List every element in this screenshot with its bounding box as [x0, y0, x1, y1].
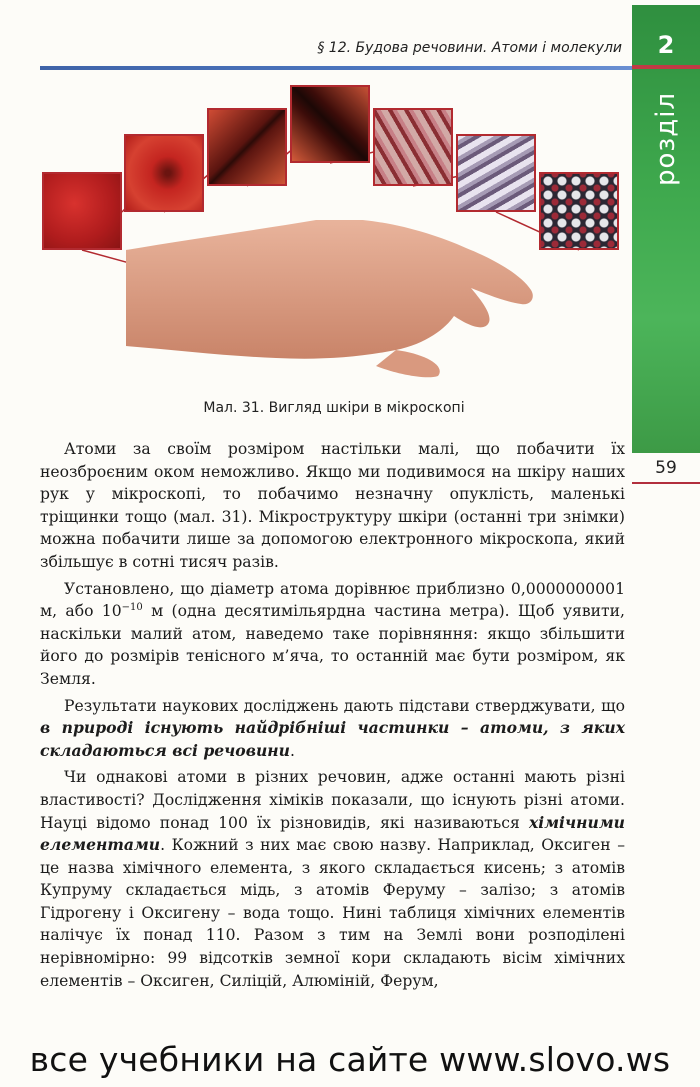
- paragraph-4-text-a: Чи однакові атоми в різних речовин, адже останні мають різні властивості? Дослідження хіміків показали, що існують різні атоми. Науці відомо понад 100 їх різновидів, які називаються: [40, 768, 625, 832]
- chapter-tab: [632, 5, 700, 453]
- skin-micro-photo-7: [539, 172, 619, 250]
- paragraph-4-text-c: . Кожний з них має свою назву. Наприклад, Оксиген – це назва хімічного елемента, з якого складається кисень; з атомів Купруму складається мідь, з атомів Феруму – залізо; з атомів Гідрогену і Оксигену – вода тощо. Нині таблиця хімічних елементів налічує їх понад 110. Разом з тим на Землі вони розподілені нерівномірно: 99 відсотків земної кори складають вісім хімічних елементів – Оксиген, Силіцій, Алюміній, Ферум,: [40, 836, 625, 990]
- skin-photo-1: [42, 172, 122, 250]
- paragraph-4: [40, 766, 625, 992]
- skin-micro-photo-6: [456, 134, 536, 212]
- skin-photo-4: [290, 85, 370, 163]
- skin-photo-3: [207, 108, 287, 186]
- body-text: [40, 438, 625, 996]
- hand-illustration: [126, 220, 546, 380]
- header-rule: [40, 66, 632, 70]
- paragraph-3-text-a: Результати наукових досліджень дають підстави стверджувати, що: [64, 696, 625, 715]
- paragraph-2: [40, 578, 625, 691]
- term-chemical-elements: хімічними елементами: [40, 812, 625, 855]
- footer-watermark: все учебники на сайте www.slovo.ws: [29, 1040, 671, 1079]
- paragraph-3-text-c: .: [290, 741, 295, 760]
- chapter-label: розділ: [651, 91, 681, 187]
- skin-photo-2: [124, 134, 204, 212]
- paragraph-2-text-b: м (одна десятимільярдна частина метра). Щоб уявити, наскільки малий атом, наведемо таке порівняння: якщо збільшити його до розмірів тенісного м’яча, то останній має бути розміром, як Земля.: [40, 602, 625, 688]
- page-number-rule: [632, 482, 700, 484]
- chapter-number: 2: [657, 31, 675, 59]
- figure-skin-microscope: [36, 80, 632, 416]
- key-statement: в природі існують найдрібніші частинки – атоми, з яких складаються всі речовини: [40, 718, 625, 760]
- figure-caption: Мал. 31. Вигляд шкіри в мікроскопі: [203, 400, 465, 416]
- page-number: 59: [655, 458, 677, 478]
- exponent: −10: [121, 601, 143, 613]
- page-header: [40, 30, 632, 70]
- paragraph-2-text-a: Установлено, що діаметр атома дорівнює приблизно 0,0000000001 м, або 10: [40, 579, 625, 621]
- paragraph-3: [40, 695, 625, 763]
- chapter-tab-divider: [632, 65, 700, 69]
- section-title: § 12. Будова речовини. Атоми і молекули: [317, 40, 622, 56]
- paragraph-1-text: Атоми за своїм розміром настільки малі, що побачити їх неозброєним оком неможливо. Якщо ми подивимося на шкіру наших рук у мікроскопі, то побачимо незначну опуклість, маленькі тріщинки тощо (мал. 31). Мікроструктуру шкіри (останні три знімки) можна побачити лише за допомогою електронного мікроскопа, який збільшує в сотні тисяч разів.: [40, 440, 625, 571]
- skin-micro-photo-5: [373, 108, 453, 186]
- paragraph-1: [40, 438, 625, 574]
